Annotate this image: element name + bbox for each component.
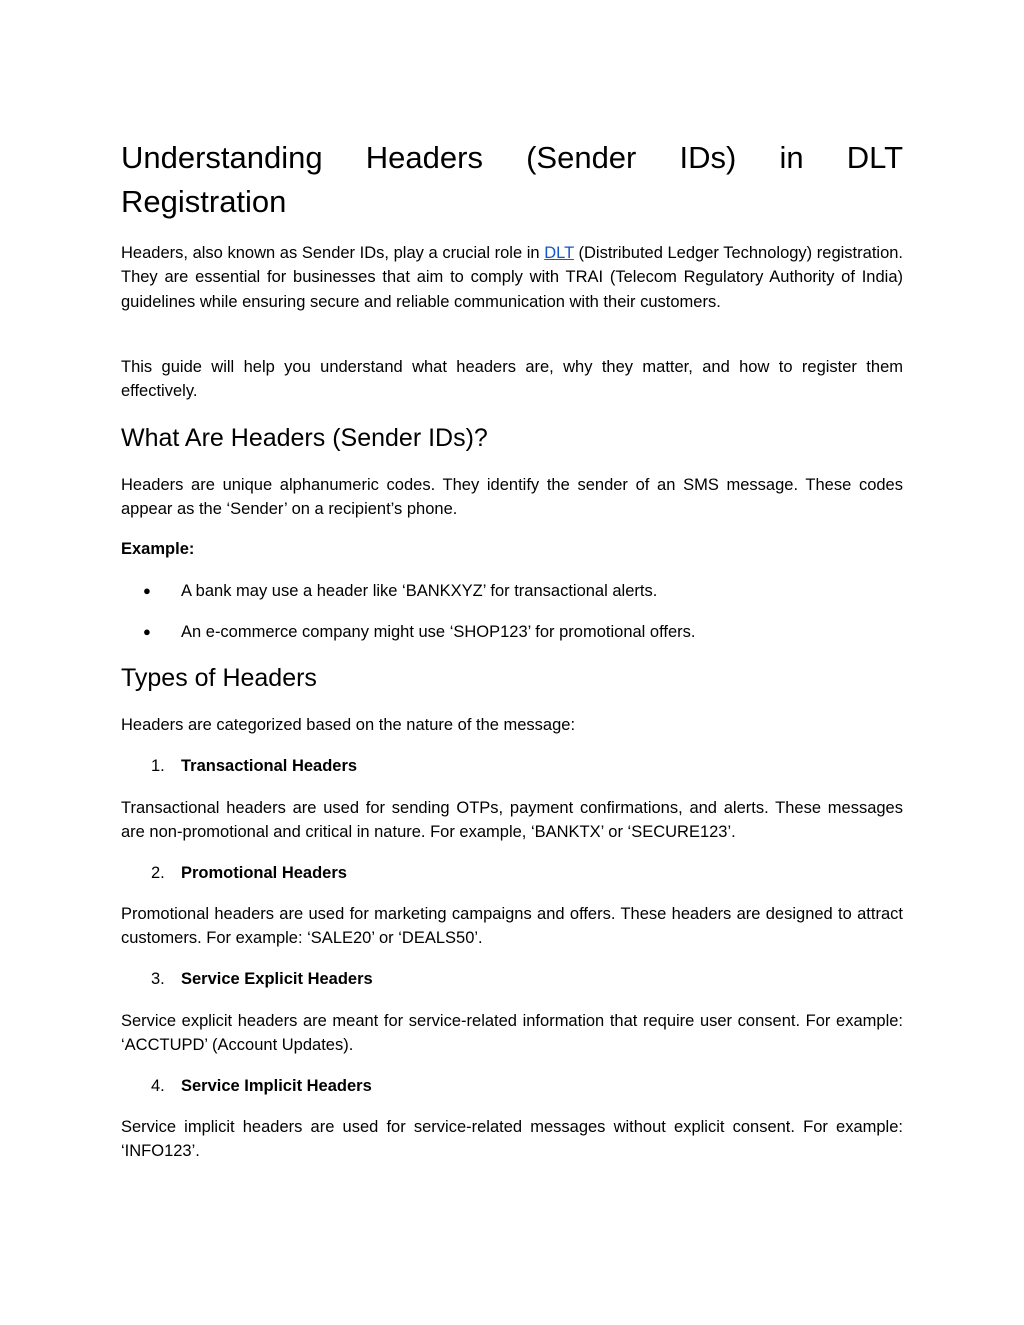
section-heading-what-are: What Are Headers (Sender IDs)? [121,424,488,452]
list-number: 2. [151,864,165,882]
types-intro: Headers are categorized based on the nature of the message: [121,716,576,734]
dlt-link[interactable]: DLT [544,244,574,262]
list-number: 1. [151,757,165,775]
list-number: 4. [151,1077,165,1095]
example-label: Example: [121,540,195,558]
what-are-paragraph: Headers are unique alphanumeric codes. They identify the sender of an SMS message. These codes appear as the ‘Sender’ on a recipient’s phone. [121,476,903,519]
intro-paragraph [121,241,903,314]
header-type-description: Service explicit headers are meant for service-related information that require user consent. For example: ‘ACCTUPD’ (Account Updates). [121,1012,903,1055]
header-type-title: Transactional Headers [181,757,358,775]
header-type-description: Service implicit headers are used for service-related messages without explicit consent. For example: ‘INFO123’. [121,1118,903,1161]
header-type-title: Promotional Headers [181,864,347,882]
page-title-continued: Registration [121,184,287,219]
intro-text-rest: (Distributed Ledger Technology) registration. They are essential for businesses that aim to comply with TRAI (Telecom Regulatory Authority of India) guidelines while ensuring secure and reliable communication with their customers. [121,244,904,311]
intro-text-start: Headers, also known as Sender IDs, play a crucial role in [121,244,545,262]
header-type-title: Service Implicit Headers [181,1077,372,1095]
guide-paragraph: This guide will help you understand what headers are, why they matter, and how to register them effectively. [121,358,903,401]
header-type-title: Service Explicit Headers [181,970,373,988]
page-title: Understanding Headers (Sender IDs) in DLT [121,140,903,175]
list-number: 3. [151,970,165,988]
header-type-description: Promotional headers are used for marketing campaigns and offers. These headers are designed to attract customers. For example: ‘SALE20’ or ‘DEALS50’. [121,905,903,948]
bullet-icon: ● [143,624,151,639]
bullet-icon: ● [143,583,151,598]
list-item-text: A bank may use a header like ‘BANKXYZ’ for transactional alerts. [181,582,658,600]
header-type-description: Transactional headers are used for sending OTPs, payment confirmations, and alerts. These messages are non-promotional and critical in nature. For example, ‘BANKTX’ or ‘SECURE123’. [121,799,903,842]
section-heading-types: Types of Headers [121,664,317,692]
list-item-text: An e-commerce company might use ‘SHOP123’ for promotional offers. [181,623,696,641]
